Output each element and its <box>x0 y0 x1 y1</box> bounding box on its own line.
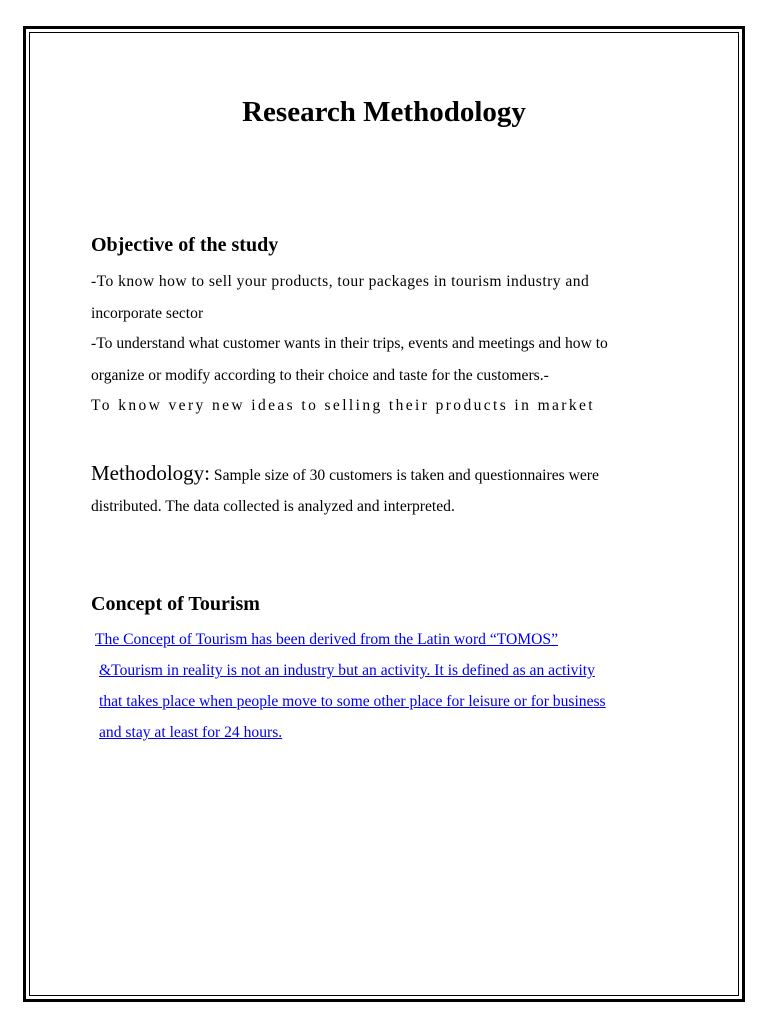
objective-line: -To understand what customer wants in their trips, events and meetings and how to <box>91 335 608 352</box>
objective-line: -To know how to sell your products, tour packages in tourism industry and <box>91 273 590 290</box>
concept-link-line[interactable]: The Concept of Tourism has been derived from the Latin word “TOMOS” <box>95 631 558 648</box>
methodology-text-continued: distributed. The data collected is analyzed and interpreted. <box>91 498 455 515</box>
methodology-text: Sample size of 30 customers is taken and questionnaires were <box>210 467 599 484</box>
document-title: Research Methodology <box>242 96 526 128</box>
objective-line: organize or modify according to their choice and taste for the customers.- <box>91 367 549 384</box>
concept-heading: Concept of Tourism <box>91 593 260 615</box>
objective-line: To know very new ideas to selling their products in market <box>91 397 596 414</box>
objective-line: incorporate sector <box>91 305 204 322</box>
concept-link-line[interactable]: &Tourism in reality is not an industry but an activity. It is defined as an activity <box>99 662 595 679</box>
methodology-separator: : <box>204 461 211 485</box>
concept-link-line[interactable]: that takes place when people move to some other place for leisure or for business <box>99 693 606 710</box>
concept-link-line[interactable]: and stay at least for 24 hours. <box>99 724 283 741</box>
objective-heading: Objective of the study <box>91 234 279 256</box>
methodology-paragraph <box>91 459 599 490</box>
methodology-label: Methodology <box>91 461 205 485</box>
